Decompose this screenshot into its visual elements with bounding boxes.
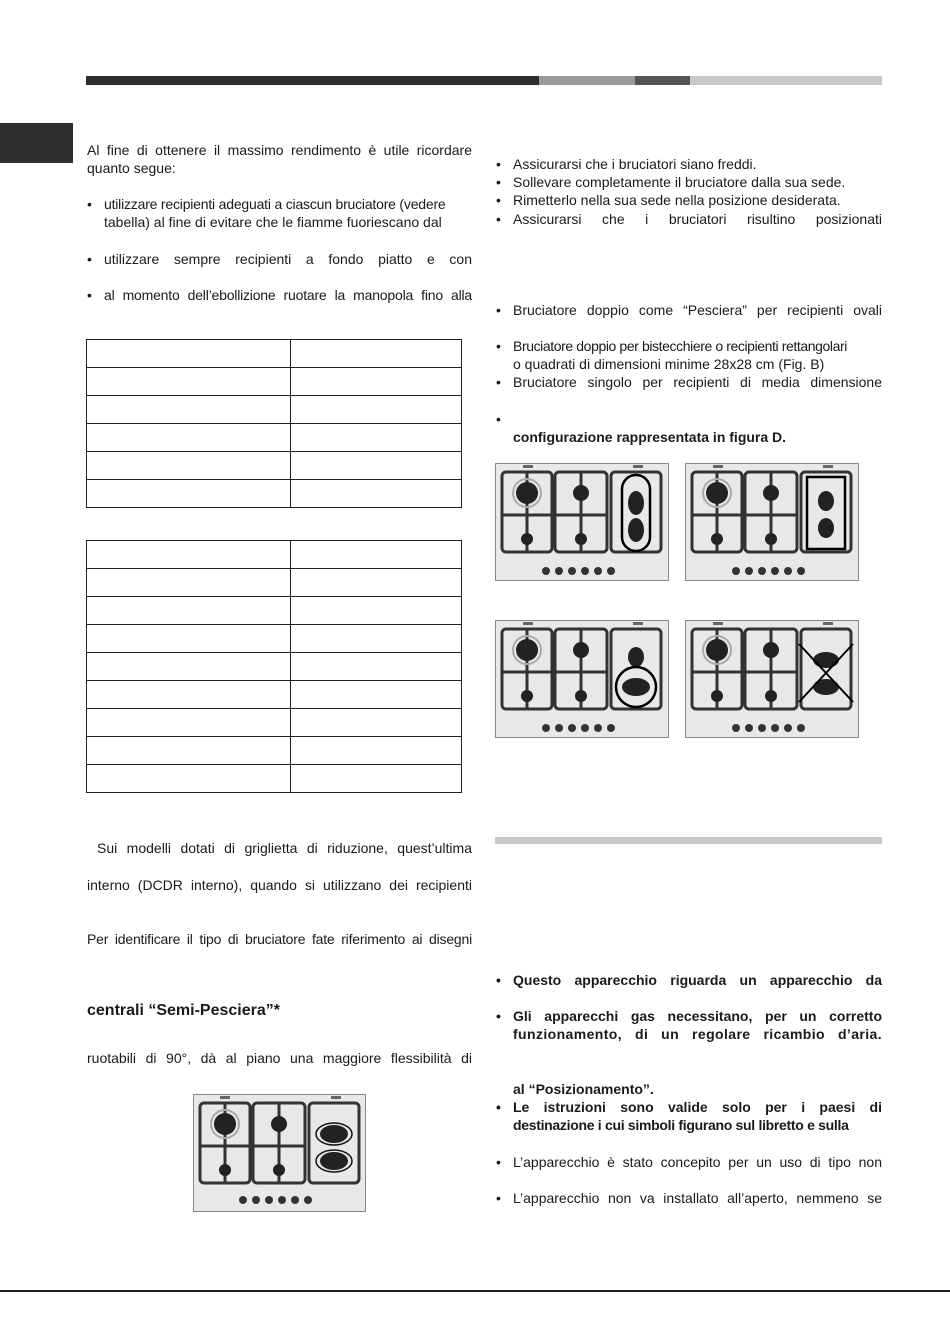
left-paragraph-1-line1: Sui modelli dotati di griglietta di riduzione, quest’ultima [97,840,472,856]
right-bullet-d-text: Bruciatore singolo per recipienti di media dimensione [513,374,882,390]
right-bullet-a-1: • Assicurarsi che i bruciatori siano freddi. [496,155,882,173]
left-bullet-1-line2: tabella) al fine di evitare che le fiamme fuoriescano dal [104,214,442,230]
intro-line-2: quanto segue: [87,160,176,176]
right-bullet-e-line2: configurazione rappresentata in figura D. [513,429,787,445]
left-paragraph-2: Per identificare il tipo di bruciatore fate riferimento ai disegni [87,931,472,947]
warning-3-text: al “Posizionamento”. [513,1081,654,1097]
right-bullet-b: • Bruciatore doppio come “Pesciera” per recipienti ovali [496,302,882,318]
right-bullet-a-3: • Rimetterlo nella sua sede nella posizione desiderata. [496,191,882,209]
table-row [87,541,462,569]
left-paragraph-1-line2: interno (DCDR interno), quando si utilizzano dei recipienti [87,877,472,893]
language-tab [0,123,73,163]
warning-4-line1: Le istruzioni sono valide solo per i paesi di [513,1099,882,1115]
left-bullet-3-line1: al momento dell’ebollizione ruotare la manopola fino alla [104,287,472,303]
right-bullet-e-line1 [513,410,882,428]
note-2: • L’apparecchio non va installato all’aperto, nemmeno se [496,1190,882,1206]
warning-2-line1: Gli apparecchi gas necessitano, per un corretto [513,1008,882,1024]
right-bullet-c: • Bruciatore doppio per bistecchiere o recipienti rettangolari o quadrati di dimensioni minime 28x28 cm (Fig. B) [496,337,882,373]
right-bullet-e: • configurazione rappresentata in figura D. [496,410,882,446]
right-bullet-a-4: • Assicurarsi che i bruciatori risultino posizionati [496,211,882,227]
right-bullet-a-1-text: Assicurarsi che i bruciatori siano freddi. [513,156,757,172]
intro-line-1: Al fine di ottenere il massimo rendimento è utile ricordare [87,142,472,158]
burner-table-2 [86,540,462,793]
table-row [87,653,462,681]
left-bullet-3: • al momento dell’ebollizione ruotare la manopola fino alla [87,287,472,303]
right-bullet-d: • Bruciatore singolo per recipienti di media dimensione [496,374,882,390]
table-row [87,368,462,396]
note-1-text: L’apparecchio è stato concepito per un uso di tipo non [513,1154,882,1170]
table-row [87,452,462,480]
header-bar-light [690,76,882,85]
warning-4: • Le istruzioni sono valide solo per i paesi di destinazione i cui simboli figurano sul libretto e sulla [496,1099,882,1133]
hob-figure-b [685,463,859,581]
table-row [87,765,462,793]
hob-figure-c [495,620,669,738]
warning-2: • Gli apparecchi gas necessitano, per un corretto funzionamento, di un regolare ricambio d’aria. [496,1008,882,1042]
left-bullet-1: • utilizzare recipienti adeguati a ciascun bruciatore (vedere tabella) al fine di evitare che le fiamme fuoriescano dal [87,195,472,231]
warning-1-text: Questo apparecchio riguarda un apparecchio da [513,972,882,988]
right-bullet-a-4-text: Assicurarsi che i bruciatori risultino posizionati [513,211,882,227]
left-bullet-2: • utilizzare sempre recipienti a fondo piatto e con [87,251,472,267]
right-bullet-c-line1: Bruciatore doppio per bistecchiere o recipienti rettangolari [513,338,847,354]
right-bullet-b-text: Bruciatore doppio come “Pesciera” per recipienti ovali [513,302,882,318]
warning-4-line2: destinazione i cui simboli figurano sul libretto e sulla [513,1117,849,1133]
table-row [87,737,462,765]
header-bar-dark2 [635,76,690,85]
table-row [87,625,462,653]
warning-1: • Questo apparecchio riguarda un apparecchio da [496,972,882,988]
note-1: • L’apparecchio è stato concepito per un uso di tipo non [496,1154,882,1170]
note-2-text: L’apparecchio non va installato all’aperto, nemmeno se [513,1190,882,1206]
header-bar-mid [539,76,635,85]
table-row [87,569,462,597]
table-row [87,709,462,737]
right-bullet-a-3-text: Rimetterlo nella sua sede nella posizione desiderata. [513,192,841,208]
table-row [87,396,462,424]
left-paragraph-3: ruotabili di 90°, dà al piano una maggiore flessibilità di [87,1050,472,1066]
header-bar-dark [86,76,539,85]
section-heading: centrali “Semi-Pesciera”* [87,1002,280,1019]
hob-figure-a [495,463,669,581]
table-row [87,597,462,625]
left-bullet-1-line1: utilizzare recipienti adeguati a ciascun bruciatore (vedere [104,196,446,212]
hob-figure-semi-pesciera [193,1094,366,1212]
warning-2-line2: funzionamento, di un regolare ricambio d’aria. [513,1026,882,1042]
hob-figure-d [685,620,859,738]
right-bullet-a-2: • Sollevare completamente il bruciatore dalla sua sede. [496,173,882,191]
table-row [87,480,462,508]
table-row [87,340,462,368]
table-row [87,424,462,452]
footer-rule [0,1290,950,1292]
right-bullet-a-2-text: Sollevare completamente il bruciatore dalla sua sede. [513,174,846,190]
burner-table-1 [86,339,462,508]
section-divider [495,837,882,844]
left-bullet-2-line1: utilizzare sempre recipienti a fondo piatto e con [104,251,472,267]
table-row [87,681,462,709]
right-bullet-c-line2: o quadrati di dimensioni minime 28x28 cm (Fig. B) [513,356,825,372]
